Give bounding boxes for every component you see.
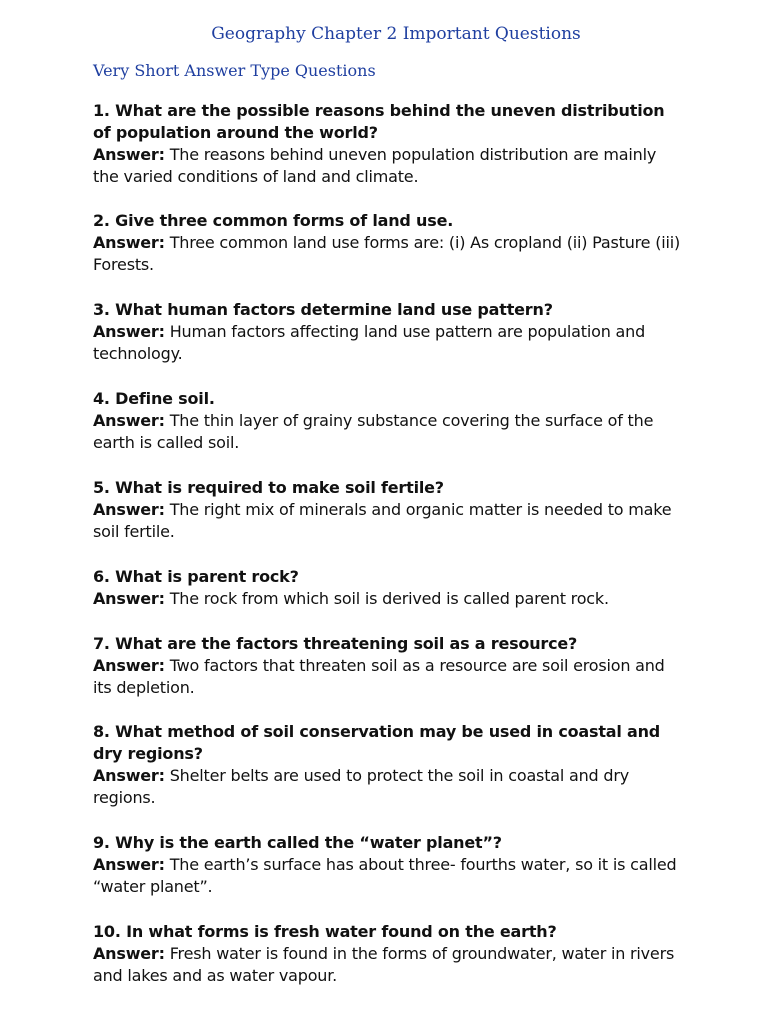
answer-text-5: The right mix of minerals and organic matter is needed to make soil fertile. — [93, 500, 672, 541]
qa-item-5 — [93, 477, 683, 543]
answer-6 — [93, 588, 683, 610]
answer-9 — [93, 854, 683, 898]
answer-7 — [93, 655, 683, 699]
answer-text-2: Three common land use forms are: (i) As cropland (ii) Pasture (iii) Forests. — [93, 233, 681, 274]
qa-item-6 — [93, 566, 683, 610]
question-10: 10. In what forms is fresh water found on the earth? — [93, 922, 557, 941]
answer-label: Answer: — [93, 233, 165, 252]
answer-label: Answer: — [93, 411, 165, 430]
answer-text-1: The reasons behind uneven population distribution are mainly the varied conditions of land and climate. — [93, 145, 657, 186]
answer-text-4: The thin layer of grainy substance covering the surface of the earth is called soil. — [93, 411, 654, 452]
question-3: 3. What human factors determine land use pattern? — [93, 300, 553, 319]
question-9: 9. Why is the earth called the “water planet”? — [93, 833, 502, 852]
answer-10 — [93, 943, 683, 987]
section-heading: Very Short Answer Type Questions — [93, 61, 376, 80]
qa-item-3 — [93, 299, 683, 365]
answer-label: Answer: — [93, 766, 165, 785]
answer-label: Answer: — [93, 944, 165, 963]
question-7: 7. What are the factors threatening soil as a resource? — [93, 634, 578, 653]
answer-4 — [93, 410, 683, 454]
answer-label: Answer: — [93, 322, 165, 341]
answer-text-9: The earth’s surface has about three- fourths water, so it is called “water planet”. — [93, 855, 677, 896]
answer-8 — [93, 765, 683, 809]
answer-text-7: Two factors that threaten soil as a resource are soil erosion and its depletion. — [93, 656, 665, 697]
question-8: 8. What method of soil conservation may be used in coastal and dry regions? — [93, 722, 661, 763]
qa-item-10 — [93, 921, 683, 987]
answer-label: Answer: — [93, 855, 165, 874]
question-5: 5. What is required to make soil fertile? — [93, 478, 444, 497]
qa-item-1 — [93, 100, 683, 188]
question-2: 2. Give three common forms of land use. — [93, 211, 454, 230]
question-6: 6. What is parent rock? — [93, 567, 299, 586]
answer-1 — [93, 144, 683, 188]
answer-text-6: The rock from which soil is derived is called parent rock. — [169, 589, 609, 608]
qa-item-2 — [93, 210, 683, 276]
answer-2 — [93, 232, 683, 276]
answer-text-10: Fresh water is found in the forms of groundwater, water in rivers and lakes and as water vapour. — [93, 944, 675, 985]
question-4: 4. Define soil. — [93, 389, 215, 408]
answer-text-8: Shelter belts are used to protect the soil in coastal and dry regions. — [93, 766, 629, 807]
answer-3 — [93, 321, 683, 365]
qa-item-9 — [93, 832, 683, 898]
qa-item-4 — [93, 388, 683, 454]
document-title: Geography Chapter 2 Important Questions — [211, 24, 581, 44]
answer-label: Answer: — [93, 500, 165, 519]
qa-item-8 — [93, 721, 683, 809]
answer-label: Answer: — [93, 145, 165, 164]
question-1: 1. What are the possible reasons behind the uneven distribution of population around the world? — [93, 101, 665, 142]
answer-text-3: Human factors affecting land use pattern are population and technology. — [93, 322, 646, 363]
qa-item-7 — [93, 633, 683, 699]
answer-label: Answer: — [93, 656, 165, 675]
answer-label: Answer: — [93, 589, 165, 608]
answer-5 — [93, 499, 683, 543]
